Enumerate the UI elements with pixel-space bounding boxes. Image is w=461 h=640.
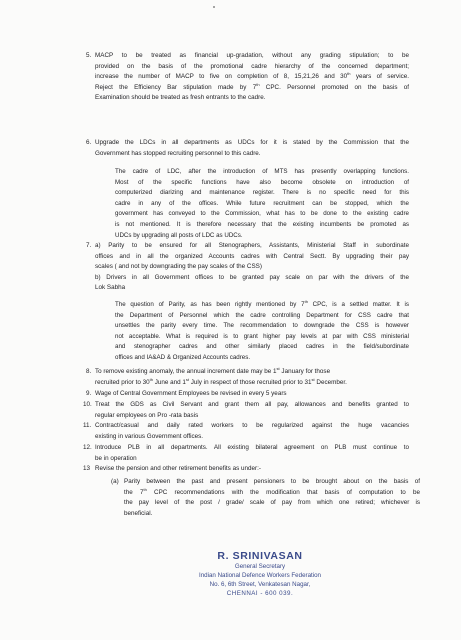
item-number: 11. xyxy=(83,422,92,429)
text-line: The question of Parity, as has been rightly mentioned by 7th CPC, is a settled matter. It is xyxy=(115,298,409,308)
item-number: 6. xyxy=(86,139,92,146)
text-line: Parity between the past and present pensioners to be brought about on the basis of xyxy=(124,478,420,485)
text-line: provided on the basis of the promotional cadre hierarchy of the concerned department; xyxy=(95,62,409,70)
sub-item-label: (a) xyxy=(111,478,119,485)
text-line: Treat the GDS as Civil Servant and grant them all pay, allowances and benefits granted to xyxy=(95,401,409,408)
item-12 xyxy=(83,443,409,464)
signatory-name: R. SRINIVASAN xyxy=(217,550,303,562)
item-8 xyxy=(86,365,413,388)
text-line: offices and in all the organized Accounts cadres with Central Sectt. By upgrading their pay xyxy=(95,252,409,260)
item-7-explanation xyxy=(115,300,409,364)
organisation-name: Indian National Defence Workers Federation xyxy=(199,572,321,579)
item-number: 9. xyxy=(86,390,92,397)
text-line: be in operation xyxy=(95,454,137,462)
item-number: 12. xyxy=(83,444,92,451)
item-number: 8. xyxy=(86,368,92,375)
item-number: 13 xyxy=(83,465,91,472)
text-line: regular employees on Pro -rata basis xyxy=(95,411,199,419)
text-line: beneficial. xyxy=(124,509,153,517)
text-line: computerized diarizing and maintenance register. There is no specific need for this xyxy=(115,189,409,197)
text-line: Introduce PLB in all departments. All existing bilateral agreement on PLB must continue to xyxy=(95,444,409,451)
scan-speck xyxy=(213,6,215,8)
text-line: and stenographer cadres and other similarly placed cadres in the field/subordinate xyxy=(115,343,409,351)
item-number: 7. xyxy=(86,242,92,249)
text-line: Revise the pension and other retirement benefits as under:- xyxy=(95,465,261,472)
text-line: Contract/casual and daily rated workers to be regularized against the huge vacancies xyxy=(95,422,409,429)
item-6 xyxy=(86,138,409,159)
text-line: Reject the Efficiency Bar stipulation made by 7th CPC. Personnel promoted on the basis of xyxy=(95,81,409,91)
item-9 xyxy=(86,389,409,400)
text-line: Wage of Central Government Employees be revised in every 5 years xyxy=(95,390,287,397)
text-line: the pay level of the post / grade/ scale of pay from which one retired; whichever is xyxy=(124,499,420,507)
text-line: Examination should be treated as fresh entrants to the cadre. xyxy=(95,94,266,102)
text-line: MACP to be treated as financial up-gradation, without any grading stipulation; to be xyxy=(95,52,409,59)
text-line: government has conveyed to the Commission, what has to be done to the existing cadre xyxy=(115,210,409,218)
text-line: unsettles the parity every time. The recommendation to downgrade the CSS is however xyxy=(115,322,409,330)
text-line: a) Parity to be ensured for all Stenographers, Assistants, Ministerial Staff in subordinate xyxy=(95,242,409,249)
organisation-city: CHENNAI - 600 039. xyxy=(226,590,294,597)
text-line: The cadre of LDC, after the introduction of MTS has presently overlapping functions. xyxy=(115,168,409,175)
text-line: To remove existing anomaly, the annual increment date may be 1st January for those xyxy=(95,365,331,375)
text-line: b) Drivers in all Government offices to be granted pay scale on par with the drivers of the xyxy=(95,273,409,281)
item-10 xyxy=(83,400,409,421)
item-11 xyxy=(83,421,409,442)
text-line: existing in various Government offices. xyxy=(95,432,204,440)
item-number: 10. xyxy=(83,401,92,408)
text-line: scales ( and not by downgrading the pay scales of the CSS) xyxy=(95,263,262,271)
text-line: Lok Sabha xyxy=(95,284,126,292)
signatory-title: General Secretary xyxy=(234,563,286,570)
text-line: Upgrade the LDCs in all departments as UDCs for it is stated by the Commission that the xyxy=(95,139,409,146)
text-line: UDCs by upgrading all posts of LDC as UDCs. xyxy=(115,231,243,239)
text-line: offices and IA&AD & Organized Accounts cadres. xyxy=(115,353,251,361)
text-line: cadre in any of the offices. While future recruitment can be stopped, which the xyxy=(115,199,409,207)
text-line: increase the number of MACP to five on completion of 8, 15,21,26 and 30th years of service. xyxy=(95,71,409,81)
item-5 xyxy=(86,51,409,104)
item-6-explanation xyxy=(115,167,409,241)
item-13 xyxy=(83,464,409,475)
organisation-address: No. 6, 6th Street, Venkatesan Nagar, xyxy=(209,581,311,588)
item-7 xyxy=(86,241,409,294)
text-line: is not mentioned. It is therefore necessary that the existing incumbents be promoted as xyxy=(115,220,409,228)
text-line: Government has stopped recruiting personnel to this cadre. xyxy=(95,149,261,157)
text-line: not acceptable. What is required is to grant higher pay levels at par with CSS ministerial xyxy=(115,332,409,340)
item-number: 5. xyxy=(86,52,92,59)
text-line: the 7th CPC recommendations with the modification that basis of computation to be xyxy=(124,486,420,496)
item-13-sub-a xyxy=(111,477,420,519)
text-line: recruited prior to 30th June and 1st July in respect of those recruited prior to 31st December. xyxy=(95,376,347,386)
text-line: Most of the specific functions have also become obsolete on introduction of xyxy=(115,178,409,186)
text-line: the Department of Personnel which the cadre controlling Department for CSS cadre that xyxy=(115,311,409,319)
